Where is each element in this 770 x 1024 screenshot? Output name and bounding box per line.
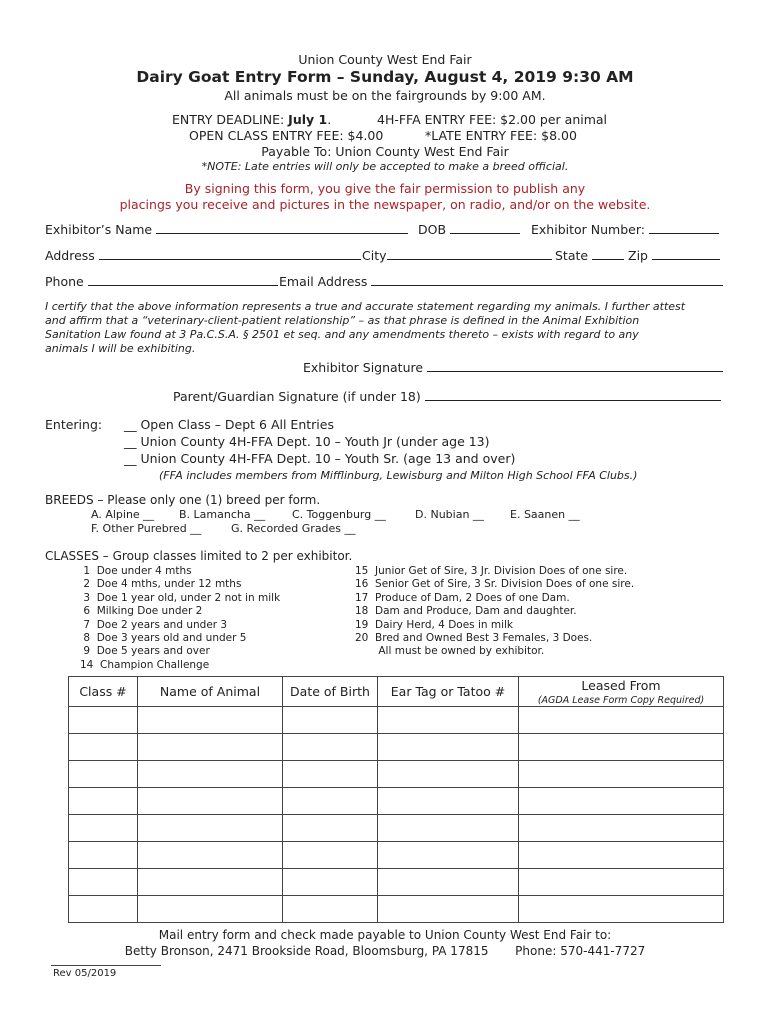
table-row [69,842,724,869]
table-header-row [69,677,724,707]
table-cell[interactable] [138,734,283,761]
class-item: 14 Champion Challenge [80,658,210,671]
payable-to: Payable To: Union County West End Fair [261,144,509,159]
col-leased-from [519,677,724,707]
col-class-number: Class # [69,677,138,707]
fourh-fee: 4H-FFA ENTRY FEE: $2.00 per animal [377,112,608,127]
table-cell[interactable] [138,815,283,842]
entering-label: Entering: [45,417,103,432]
city-field[interactable]: City [362,248,552,263]
exhibitor-number-field[interactable]: Exhibitor Number: [531,222,719,237]
table-row [69,869,724,896]
table-cell[interactable] [69,842,138,869]
late-entry-note: *NOTE: Late entries will only be accepted to make a breed official. [201,160,569,173]
table-cell[interactable] [519,815,724,842]
table-cell[interactable] [283,869,378,896]
exhibitor-signature-field[interactable]: Exhibitor Signature [303,360,723,375]
table-cell[interactable] [69,788,138,815]
table-cell[interactable] [378,815,519,842]
zip-field[interactable]: Zip [628,248,720,263]
table-cell[interactable] [519,788,724,815]
table-cell[interactable] [283,842,378,869]
parent-signature-field[interactable]: Parent/Guardian Signature (if under 18) [173,389,721,404]
class-item: 6 Milking Doe under 2 [80,605,203,618]
classes-left-list [80,565,280,672]
entering-option-youth-jr[interactable]: __ Union County 4H-FFA Dept. 10 – Youth Jr (under age 13) [124,434,490,449]
table-cell[interactable] [69,896,138,923]
leased-from-label: Leased From [581,677,661,693]
entering-option-youth-sr[interactable]: __ Union County 4H-FFA Dept. 10 – Youth Sr. (age 13 and over) [124,451,516,466]
ffa-note: (FFA includes members from Mifflinburg, Lewisburg and Milton High School FFA Clubs.) [159,469,638,482]
breed-saanen[interactable]: E. Saanen __ [510,508,580,521]
form-subtitle: All animals must be on the fairgrounds by 9:00 AM. [224,88,546,103]
class-item: 19 Dairy Herd, 4 Does in milk [355,618,514,631]
col-name-of-animal: Name of Animal [138,677,283,707]
table-row [69,896,724,923]
class-item: 8 Doe 3 years old and under 5 [80,632,247,645]
form-title: Dairy Goat Entry Form – Sunday, August 4, 2019 9:30 AM [136,68,634,86]
breed-nubian[interactable]: D. Nubian __ [415,508,484,521]
certify-line-2: and affirm that a “veterinary-client-patient relationship” – as that phrase is defined in the Animal Exhibition [45,314,640,327]
mail-address: Betty Bronson, 2471 Brookside Road, Bloomsburg, PA 17815 Phone: 570-441-7727 [124,944,646,958]
table-cell[interactable] [69,734,138,761]
class-item: 18 Dam and Produce, Dam and daughter. [355,605,577,618]
class-item: 17 Produce of Dam, 2 Does of one Dam. [355,591,570,604]
table-cell[interactable] [69,815,138,842]
mail-instructions: Mail entry form and check made payable to Union County West End Fair to: [158,928,612,942]
permission-line-2: placings you receive and pictures in the newspaper, on radio, and/or on the website. [119,197,651,212]
breed-recorded-grades[interactable]: G. Recorded Grades __ [231,522,356,535]
table-cell[interactable] [519,707,724,734]
table-cell[interactable] [519,869,724,896]
table-cell[interactable] [138,842,283,869]
table-row [69,815,724,842]
class-item: 1 Doe under 4 mths [80,565,192,577]
table-cell[interactable] [138,761,283,788]
table-cell[interactable] [283,788,378,815]
table-cell[interactable] [378,707,519,734]
table-cell[interactable] [69,869,138,896]
entry-table [68,676,724,923]
late-entry-fee: *LATE ENTRY FEE: $8.00 [425,128,577,143]
table-cell[interactable] [138,896,283,923]
table-row [69,761,724,788]
table-cell[interactable] [138,707,283,734]
table-cell[interactable] [138,869,283,896]
exhibitor-name-field[interactable]: Exhibitor’s Name [45,222,408,237]
table-cell[interactable] [69,707,138,734]
class-item: 20 Bred and Owned Best 3 Females, 3 Does. [355,632,593,645]
table-cell[interactable] [519,734,724,761]
class-item: 2 Doe 4 mths, under 12 mths [80,578,242,591]
classes-heading: CLASSES – Group classes limited to 2 per exhibitor. [45,549,353,563]
col-date-of-birth: Date of Birth [283,677,378,707]
permission-line-1: By signing this form, you give the fair permission to publish any [184,181,586,196]
table-cell[interactable] [378,734,519,761]
table-cell[interactable] [283,707,378,734]
certify-line-3: Sanitation Law found at 3 Pa.C.S.A. § 2501 et seq. and any amendments thereto – exists with regard to any [45,328,639,341]
table-cell[interactable] [519,896,724,923]
table-cell[interactable] [138,788,283,815]
breeds-heading: BREEDS – Please only one (1) breed per form. [45,493,321,507]
open-class-fee: OPEN CLASS ENTRY FEE: $4.00 [189,128,384,143]
classes-right-list [355,565,634,659]
phone-field[interactable]: Phone [45,274,278,289]
table-cell[interactable] [283,815,378,842]
table-row [69,734,724,761]
certify-line-1: I certify that the above information represents a true and accurate statement regarding my animals. I further attest [45,300,686,313]
breed-alpine[interactable]: A. Alpine __ [91,508,155,521]
table-cell[interactable] [283,896,378,923]
table-cell[interactable] [378,869,519,896]
breed-toggenburg[interactable]: C. Toggenburg __ [292,508,386,521]
entering-option-open[interactable]: __ Open Class – Dept 6 All Entries [124,417,334,432]
table-cell[interactable] [378,896,519,923]
revision-label: Rev 05/2019 [53,968,117,979]
email-field[interactable]: Email Address [279,274,723,289]
table-cell[interactable] [378,788,519,815]
breed-lamancha[interactable]: B. Lamancha __ [179,508,266,521]
table-cell[interactable] [378,842,519,869]
address-field[interactable]: Address [45,248,361,263]
table-cell[interactable] [519,761,724,788]
entry-deadline: ENTRY DEADLINE: July 1. [172,112,332,127]
class-item: All must be owned by exhibitor. [355,645,545,658]
table-row [69,788,724,815]
table-cell[interactable] [69,761,138,788]
table-cell[interactable] [378,761,519,788]
state-field[interactable]: State [555,248,624,263]
table-row [69,707,724,734]
table-cell[interactable] [519,842,724,869]
class-item: 9 Doe 5 years and over [80,645,210,658]
dob-field[interactable]: DOB [418,222,520,237]
fair-name: Union County West End Fair [298,52,472,67]
class-item: 3 Doe 1 year old, under 2 not in milk [80,591,281,604]
breed-other-purebred[interactable]: F. Other Purebred __ [91,522,202,535]
class-item: 16 Senior Get of Sire, 3 Sr. Division Does of one sire. [355,578,635,591]
col-ear-tag: Ear Tag or Tatoo # [378,677,519,707]
lease-note: (AGDA Lease Form Copy Required) [537,694,705,706]
certify-line-4: animals I will be exhibiting. [45,342,196,355]
class-item: 7 Doe 2 years and under 3 [80,618,228,631]
class-item: 15 Junior Get of Sire, 3 Jr. Division Does of one sire. [355,565,628,577]
table-cell[interactable] [283,761,378,788]
footer-divider [51,965,161,966]
table-cell[interactable] [283,734,378,761]
